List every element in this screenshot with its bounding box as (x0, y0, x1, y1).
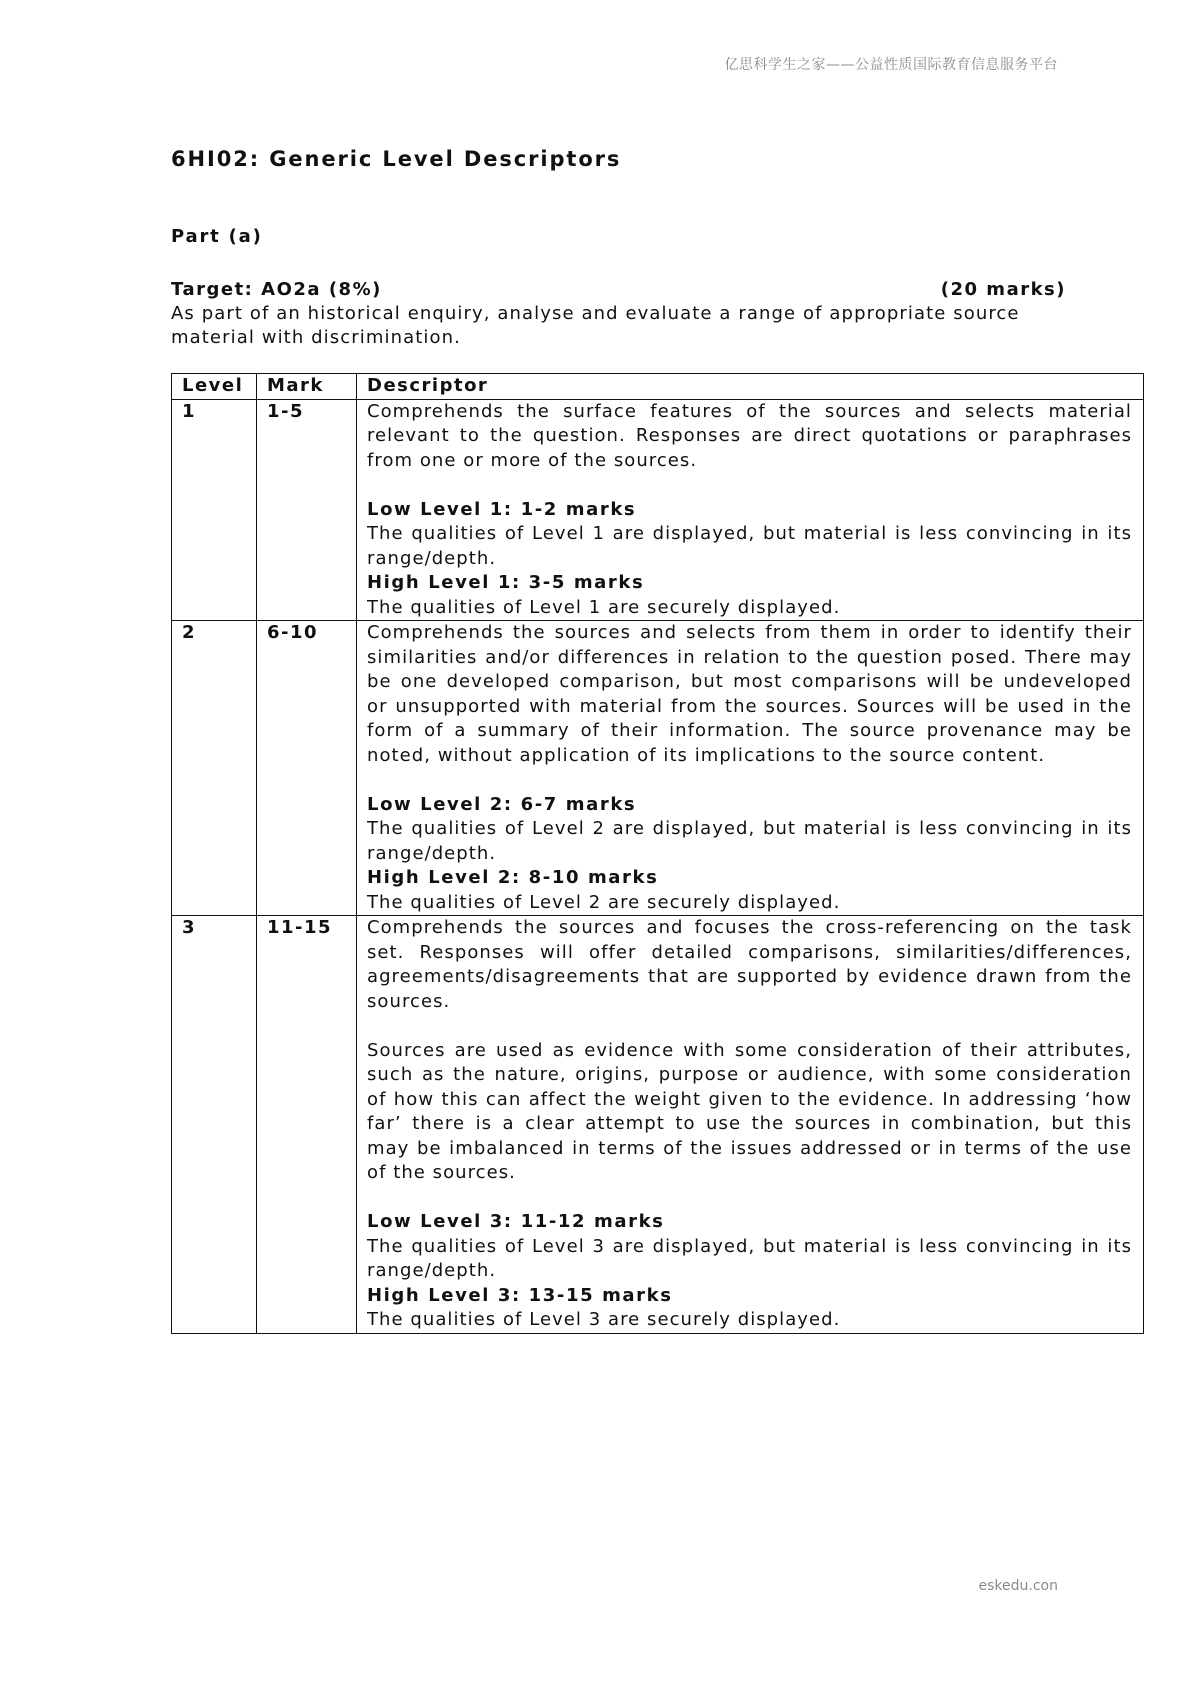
part-heading: Part (a) (171, 226, 263, 247)
high-level-heading: High Level 3: 13-15 marks (367, 1284, 673, 1306)
descriptor-cell (357, 621, 1144, 916)
descriptor-paragraph: Comprehends the surface features of the sources and selects material relevant to the question. Responses are direct quotations or paraphrases from one or more of the sources. (367, 400, 1132, 471)
descriptor-paragraph: Comprehends the sources and selects from them in order to identify their similarities and/or differences in relation to the question posed. There may be one developed comparison, but most comparisons will be undeveloped or unsupported with material from the sources. Sources will be used in the form of a summary of their information. The source provenance may be noted, without application of its implications to the source content. (367, 622, 1132, 766)
table-row (172, 621, 1144, 916)
high-level-text: The qualities of Level 2 are securely displayed. (367, 891, 841, 913)
high-level-heading: High Level 1: 3-5 marks (367, 572, 645, 593)
low-level-heading: Low Level 2: 6-7 marks (367, 793, 637, 815)
header-level: Level (172, 374, 257, 400)
target-description: As part of an historical enquiry, analyse and evaluate a range of appropriate source material with discrimination. (171, 303, 1020, 348)
target-marks: (20 marks) (940, 279, 1066, 300)
mark-cell: 6-10 (257, 621, 357, 916)
descriptor-paragraph: Sources are used as evidence with some consideration of their attributes, such as the nature, origins, purpose or audience, with some consideration of how this can affect the weight given to the evidence. In addressing ‘how far’ there is a clear attempt to use the sources in combination, but this may be imbalanced in terms of the issues addressed or in terms of the use of the sources. (367, 1039, 1132, 1183)
low-level-text: The qualities of Level 1 are displayed, but material is less convincing in its range/depth. (367, 523, 1132, 569)
descriptor-paragraph: Comprehends the sources and focuses the cross-referencing on the task set. Responses will offer detailed comparisons, similarities/differences, agreements/disagreements that are supported by evidence drawn from the sources. (367, 917, 1132, 1012)
low-level-heading: Low Level 1: 1-2 marks (367, 498, 637, 520)
table-row (172, 399, 1144, 621)
header-descriptor: Descriptor (357, 374, 1144, 400)
level-descriptor-table (171, 373, 1144, 1334)
low-level-heading: Low Level 3: 11-12 marks (367, 1211, 665, 1232)
level-cell: 2 (172, 621, 257, 916)
header-mark: Mark (257, 374, 357, 400)
table-header-row (172, 374, 1144, 400)
low-level-text: The qualities of Level 3 are displayed, but material is less convincing in its range/depth. (367, 1235, 1132, 1281)
page-header: 亿思科学生之家——公益性质国际教育信息服务平台 (724, 57, 1058, 73)
descriptor-cell (357, 916, 1144, 1334)
document-body (171, 142, 1143, 1334)
mark-cell: 1-5 (257, 399, 357, 621)
level-cell: 3 (172, 916, 257, 1334)
descriptor-cell (357, 399, 1144, 621)
high-level-heading: High Level 2: 8-10 marks (367, 867, 659, 888)
target-label: Target: AO2a (8%) (171, 279, 382, 300)
mark-cell: 11-15 (257, 916, 357, 1334)
level-cell: 1 (172, 399, 257, 621)
low-level-text: The qualities of Level 2 are displayed, but material is less convincing in its range/depth. (367, 818, 1132, 864)
high-level-text: The qualities of Level 3 are securely displayed. (367, 1309, 841, 1330)
document-title: 6HI02: Generic Level Descriptors (171, 147, 622, 171)
page-footer: eskedu.con (978, 1578, 1058, 1594)
table-row (172, 916, 1144, 1334)
target-row (171, 278, 1066, 302)
high-level-text: The qualities of Level 1 are securely displayed. (367, 596, 841, 618)
